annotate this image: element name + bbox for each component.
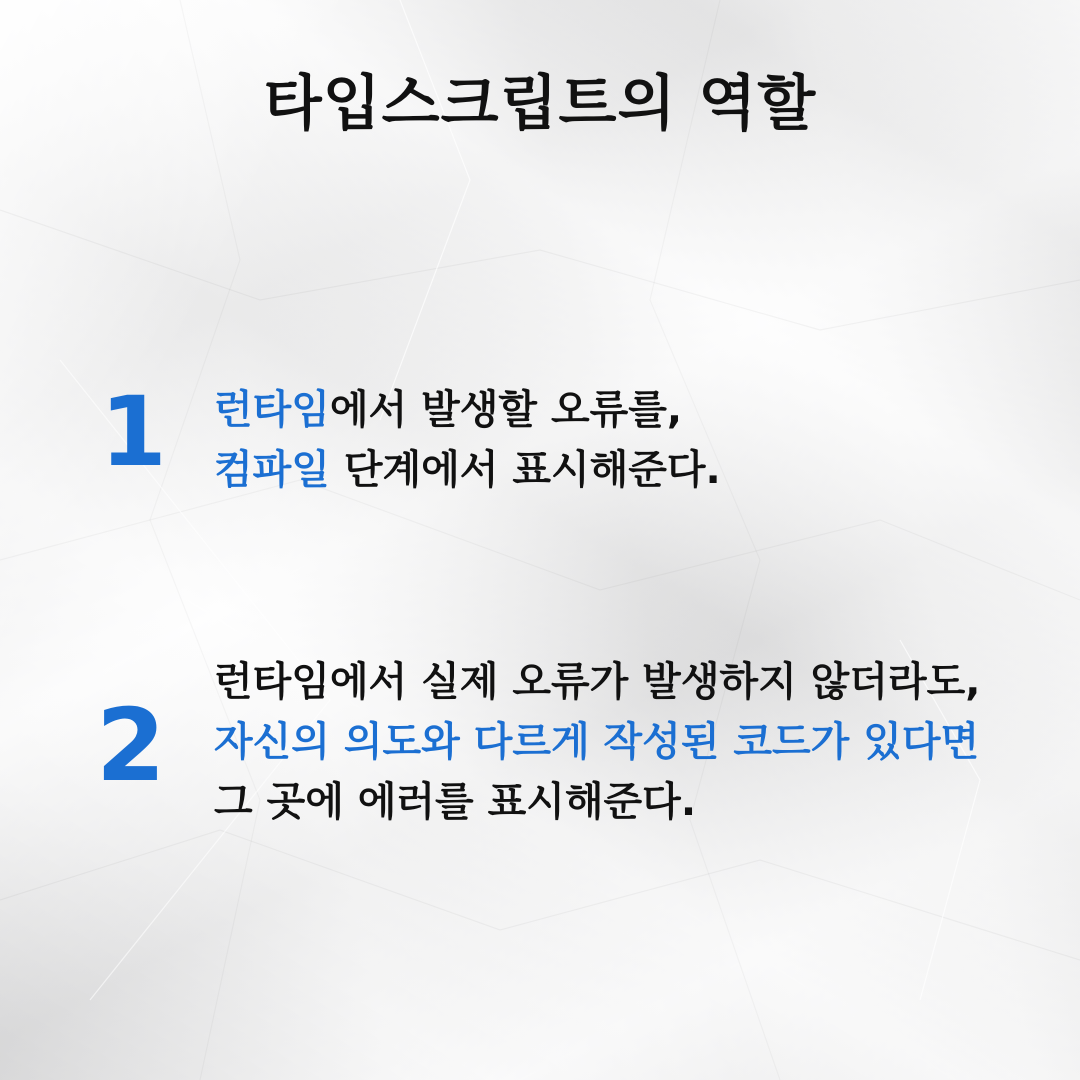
highlighted-line: 자신의 의도와 다르게 작성된 코드가 있다면 xyxy=(214,719,980,765)
text-line xyxy=(214,440,721,500)
text-line: 그 곳에 에러를 표시해준다. xyxy=(214,779,697,825)
item-number: 1 xyxy=(100,376,167,488)
body-text: 에서 발생할 오류를, xyxy=(329,387,683,433)
body-text: 단계에서 표시해준다. xyxy=(329,447,721,493)
highlighted-term: 컴파일 xyxy=(214,447,330,493)
text-line: 런타임에서 실제 오류가 발생하지 않더라도, xyxy=(214,659,981,705)
text-line xyxy=(214,380,721,440)
item-number: 2 xyxy=(96,687,166,804)
page-title: 타입스크립트의 역할 xyxy=(263,69,817,139)
item-text xyxy=(214,380,721,500)
item-text xyxy=(214,652,980,832)
highlighted-term: 런타임 xyxy=(214,387,330,433)
